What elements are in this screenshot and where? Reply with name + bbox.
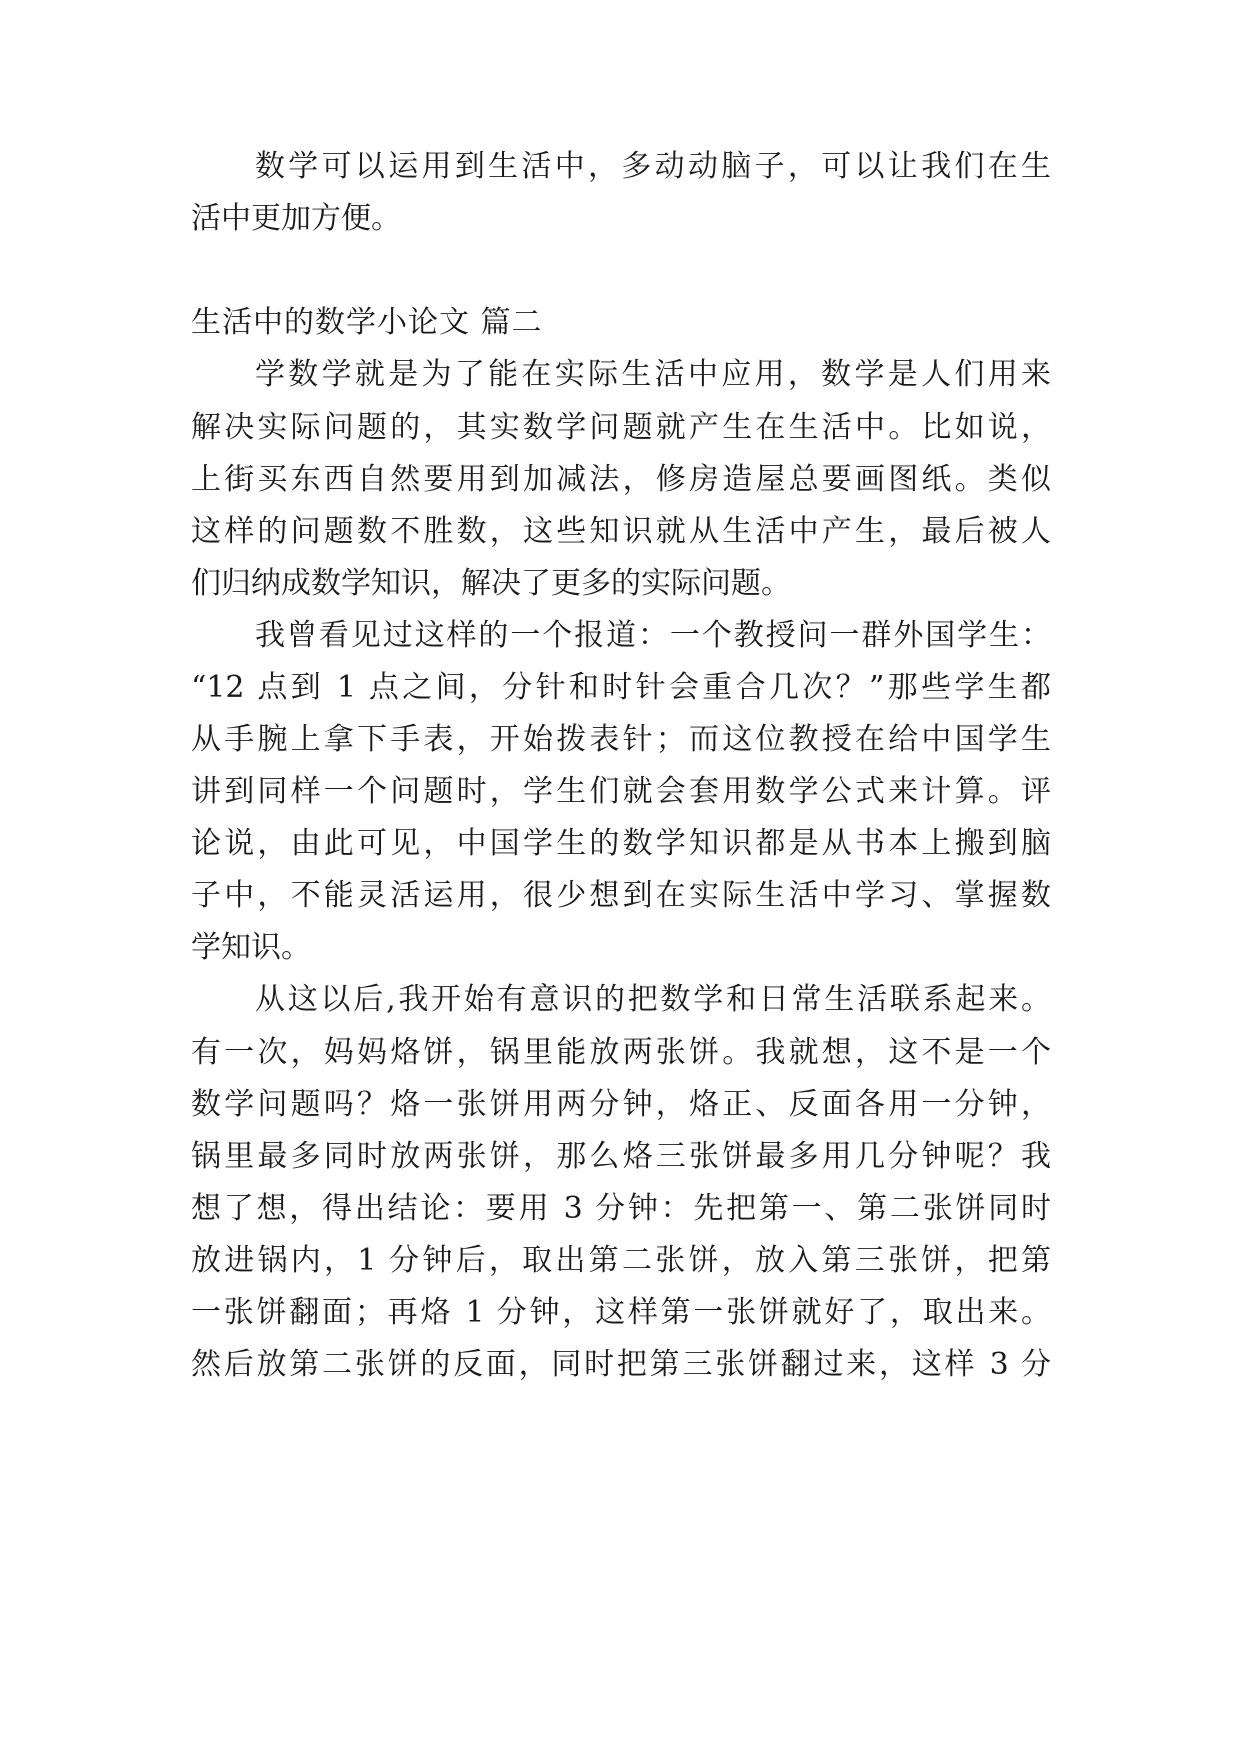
paragraph-3-line-7: 学知识。	[191, 930, 311, 965]
paragraph-4-line-8: 然后放第二张饼的反面，同时把第三张饼翻过来，这样 3 分	[191, 1347, 1051, 1382]
paragraph-2-line-3: 上街买东西自然要用到加减法，修房造屋总要画图纸。类似	[191, 462, 1051, 497]
paragraph-4-line-5: 想了想，得出结论：要用 3 分钟：先把第一、第二张饼同时	[191, 1191, 1051, 1226]
paragraph-2-line-4: 这样的问题数不胜数，这些知识就从生活中产生，最后被人	[191, 514, 1051, 549]
paragraph-4-line-4: 锅里最多同时放两张饼，那么烙三张饼最多用几分钟呢？我	[191, 1139, 1051, 1174]
paragraph-3-line-1: 我曾看见过这样的一个报道：一个教授问一群外国学生：	[255, 618, 1051, 653]
paragraph-3-line-2: “12 点到 1 点之间，分针和时针会重合几次？”那些学生都	[191, 670, 1051, 705]
paragraph-4-line-6: 放进锅内，1 分钟后，取出第二张饼，放入第三张饼，把第	[191, 1243, 1051, 1278]
paragraph-4-line-3: 数学问题吗？烙一张饼用两分钟，烙正、反面各用一分钟，	[191, 1087, 1051, 1122]
paragraph-3-line-5: 论说，由此可见，中国学生的数学知识都是从书本上搬到脑	[191, 826, 1051, 861]
paragraph-3-line-3: 从手腕上拿下手表，开始拨表针；而这位教授在给中国学生	[191, 722, 1051, 757]
paragraph-2-line-1: 学数学就是为了能在实际生活中应用，数学是人们用来	[255, 357, 1051, 392]
paragraph-3-line-6: 子中，不能灵活运用，很少想到在实际生活中学习、掌握数	[191, 878, 1051, 913]
paragraph-2-line-2: 解决实际问题的，其实数学问题就产生在生活中。比如说，	[191, 410, 1051, 445]
section-heading: 生活中的数学小论文 篇二	[191, 305, 543, 340]
paragraph-4-line-2: 有一次，妈妈烙饼，锅里能放两张饼。我就想，这不是一个	[191, 1035, 1051, 1070]
paragraph-1-line-1: 数学可以运用到生活中，多动动脑子，可以让我们在生	[255, 149, 1051, 184]
paragraph-3-line-4: 讲到同样一个问题时，学生们就会套用数学公式来计算。评	[191, 774, 1051, 809]
paragraph-2-line-5: 们归纳成数学知识，解决了更多的实际问题。	[191, 566, 791, 601]
paragraph-4-line-1: 从这以后,我开始有意识的把数学和日常生活联系起来。	[255, 982, 1051, 1017]
paragraph-4-line-7: 一张饼翻面；再烙 1 分钟，这样第一张饼就好了，取出来。	[191, 1295, 1051, 1330]
paragraph-1-line-2: 活中更加方便。	[191, 201, 401, 236]
